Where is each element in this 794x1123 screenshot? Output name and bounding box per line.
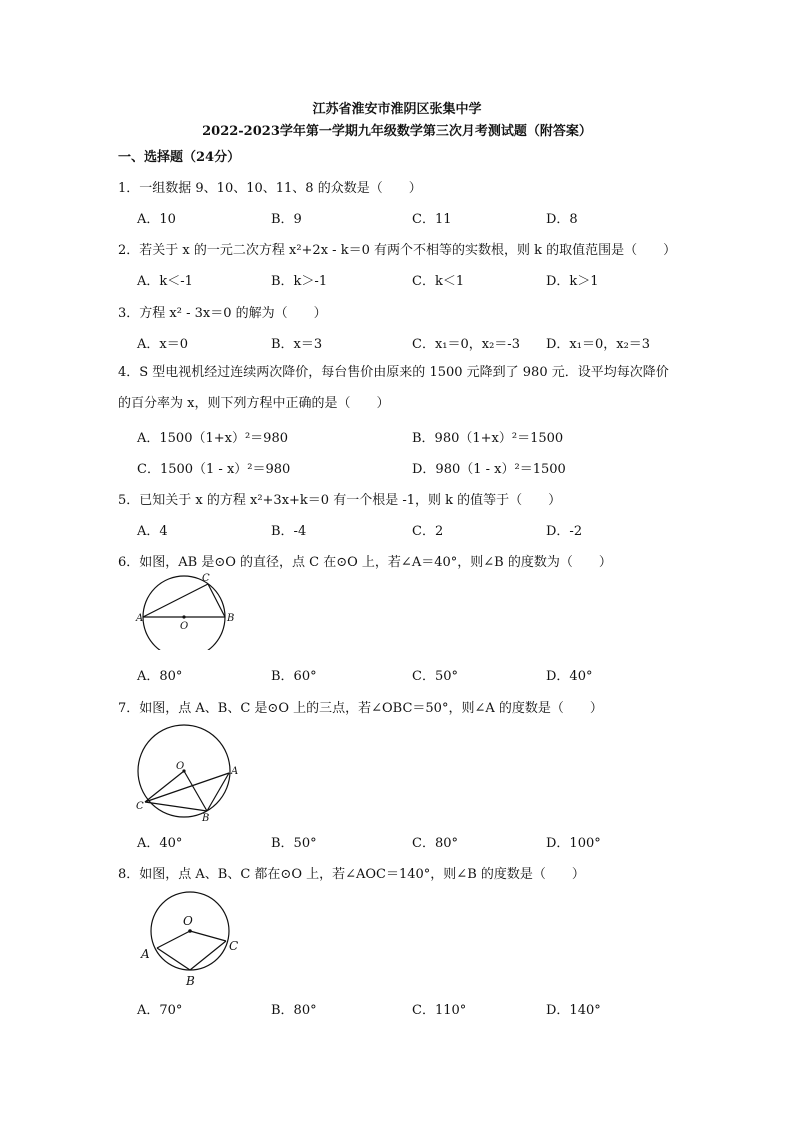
question-5-option-c: C．2 — [412, 524, 444, 539]
question-2-option-b: B．k＞-1 — [271, 274, 328, 289]
question-8-option-d: D．140° — [546, 1003, 601, 1018]
question-7-option-a: A．40° — [137, 836, 183, 851]
question-6-figure — [134, 570, 244, 650]
question-5-option-b: B．-4 — [271, 524, 307, 539]
question-3-option-a: A．x＝0 — [137, 337, 188, 352]
question-2-option-c: C．k＜1 — [412, 274, 465, 289]
q7-label-o: O — [176, 761, 185, 772]
q8-label-b: B — [186, 974, 195, 988]
question-3-option-c: C．x₁＝0，x₂＝-3 — [412, 337, 520, 352]
q8-label-o: O — [183, 914, 193, 928]
question-5-option-d: D．-2 — [546, 524, 583, 539]
q8-label-a: A — [141, 947, 150, 961]
question-2-option-a: A．k＜-1 — [137, 274, 193, 289]
q6-label-o: O — [180, 621, 189, 632]
question-3-option-d: D．x₁＝0，x₂＝3 — [546, 337, 651, 352]
q7-label-b: B — [202, 813, 210, 824]
question-3-stem: 3．方程 x² - 3x＝0 的解为（ ） — [118, 306, 327, 321]
document-title-line1: 江苏省淮安市淮阴区张集中学 — [312, 102, 482, 117]
section-heading-choice: 一、选择题（24分） — [118, 150, 241, 165]
question-1-option-c: C．11 — [412, 212, 452, 227]
question-1-stem: 1．一组数据 9、10、10、11、8 的众数是（ ） — [118, 181, 422, 196]
question-8-figure — [136, 886, 246, 990]
question-7-figure — [132, 718, 244, 824]
question-6-option-d: D．40° — [546, 669, 593, 684]
question-1-option-a: A．10 — [137, 212, 176, 227]
question-6-option-a: A．80° — [137, 669, 183, 684]
q6-label-b: B — [227, 613, 235, 624]
question-8-stem: 8．如图，点 A、B、C 都在⊙O 上，若∠AOC＝140°，则∠B 的度数是（ ） — [118, 867, 585, 882]
question-5-option-a: A．4 — [137, 524, 168, 539]
q6-label-a: A — [136, 613, 144, 624]
question-5-stem: 5．已知关于 x 的方程 x²+3x+k＝0 有一个根是 -1，则 k 的值等于（ ） — [118, 493, 562, 508]
question-7-option-b: B．50° — [271, 836, 317, 851]
q7-label-a: A — [231, 766, 239, 777]
question-7-stem: 7．如图，点 A、B、C 是⊙O 上的三点，若∠OBC＝50°，则∠A 的度数是（ ） — [118, 701, 603, 716]
q7-label-c: C — [136, 801, 144, 812]
question-8-option-b: B．80° — [271, 1003, 317, 1018]
question-1-option-b: B．9 — [271, 212, 302, 227]
question-4-option-d: D．980（1 - x）²＝1500 — [412, 462, 566, 477]
question-4-stem: 4．S 型电视机经过连续两次降价，每台售价由原来的 1500 元降到了 980 元．设平均每次降价的百分率为 x，则下列方程中正确的是（ ） — [118, 365, 669, 411]
question-2-stem: 2．若关于 x 的一元二次方程 x²+2x - k＝0 有两个不相等的实数根，则 k 的取值范围是（ ） — [118, 243, 677, 258]
question-4-option-b: B．980（1+x）²＝1500 — [412, 431, 564, 446]
question-6-stem: 6．如图，AB 是⊙O 的直径，点 C 在⊙O 上，若∠A＝40°，则∠B 的度数为（ ） — [118, 555, 612, 570]
question-7-option-c: C．80° — [412, 836, 458, 851]
question-1-option-d: D．8 — [546, 212, 578, 227]
question-8-option-c: C．110° — [412, 1003, 467, 1018]
question-2-option-d: D．k＞1 — [546, 274, 599, 289]
question-6-option-b: B．60° — [271, 669, 317, 684]
q8-label-c: C — [229, 939, 239, 953]
question-6-option-c: C．50° — [412, 669, 458, 684]
q6-label-c: C — [202, 573, 210, 584]
question-3-option-b: B．x＝3 — [271, 337, 323, 352]
document-title-line2: 2022-2023学年第一学期九年级数学第三次月考测试题（附答案） — [202, 124, 592, 139]
question-4-option-a: A．1500（1+x）²＝980 — [137, 431, 288, 446]
question-4-option-c: C．1500（1 - x）²＝980 — [137, 462, 291, 477]
question-8-option-a: A．70° — [137, 1003, 183, 1018]
question-7-option-d: D．100° — [546, 836, 601, 851]
